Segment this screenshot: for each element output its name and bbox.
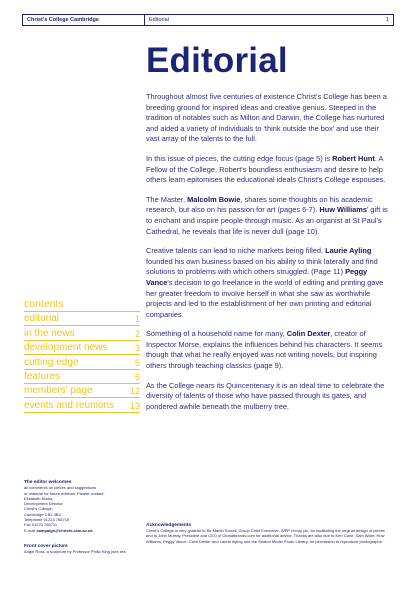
name-colin-dexter: Colin Dexter — [286, 329, 331, 339]
contact-address: Christ's College, — [24, 506, 53, 512]
cover-picture-credit — [24, 544, 142, 554]
section-name: Editorial — [149, 17, 169, 23]
toc-item-in-the-news[interactable] — [24, 326, 140, 340]
cover-heading: Front cover picture — [24, 544, 68, 549]
toc-item-members-page[interactable] — [24, 384, 140, 398]
toc-label: members' page — [24, 385, 93, 397]
page-title: Editorial — [146, 41, 288, 80]
toc-item-events-and-reunions[interactable] — [24, 398, 140, 412]
toc-label: editorial — [24, 313, 60, 325]
paragraph-6: As the College nears its Quincentenary it is an ideal time to celebrate the diversity of talents of those who have passed through its gates, and pondered awhile beneath the mulberry tree. — [146, 380, 385, 411]
welcome-line: or material for future editions. Please contact: — [24, 490, 105, 496]
paragraph-1: Throughout almost five centuries of existence Christ's College has been a breeding ground for inspired ideas and creative genius. Steeped in the tradition of notables such as Milton and Darwin, the College has nurtured and aided a variety of individuals to 'think outside the box' and use their vast array of the talents to the full. — [146, 92, 387, 144]
toc-page: 13 — [129, 400, 140, 411]
welcome-heading: The editor welcomes — [24, 480, 72, 485]
running-header — [22, 14, 394, 26]
toc-label: features — [24, 370, 61, 382]
toc-item-features[interactable] — [24, 370, 140, 384]
paragraph-3: The Master, Malcolm Bowie, shares some thoughts on his academic research, but also on his passion for art (pages 6-7). Huw Williams' gift is to enchant and inspire people through music. As an organist at St Paul's Cathedral, he reveals that life is never dull (page 10). — [146, 194, 388, 236]
toc-label: in the news — [24, 327, 75, 339]
toc-page: 2 — [134, 328, 140, 339]
toc-page: 12 — [129, 386, 140, 397]
toc-page: 3 — [134, 343, 140, 354]
ack-heading: Acknowledgements — [146, 523, 192, 528]
paragraph-2: In this issue of pieces, the cutting edge focus (page 5) is Robert Hunt. A Fellow of the College, Robert's boundless enthusiasm and desire to help others learn epitomises the educational ideals Christ's College espouses. — [146, 153, 386, 185]
paragraph-4: Creative talents can lead to niche markets being filled. Laurie Ayling founded his own business based on his ability to think laterally and find solutions to problems with which others struggled. (Page 11) Peggy Vance's decision to go freelance in the world of editing and printing gave her greater freedom to involve herself in what she saw as worthwhile projects and led to the establishment of her own printing and editorial companies. — [146, 246, 384, 319]
name-laurie-ayling: Laurie Ayling — [325, 246, 372, 256]
name-peggy-vance: Peggy Vance — [146, 267, 368, 287]
contact-address: Cambridge CB2 3BU — [24, 511, 62, 517]
editor-contact-block — [24, 480, 142, 533]
name-robert-hunt: Robert Hunt — [332, 153, 375, 163]
acknowledgements-block — [146, 523, 392, 544]
toc-label: cutting edge — [24, 356, 79, 368]
contents-heading: contents — [24, 298, 140, 312]
ack-text: Christ's College is very grateful to Sir Martin Sorrell, Group Chief Executive, WPP Group plc, for facilitating the original design of pieces and to John Murray, President and CEO of Globalbrands.com for additional advice. Thanks are also due to Ken Clare, Sam Ware, Huw Williams, Peggy Vance, Colin Dexter and Laurie Ayling and the Seaton Model Photo Library, for permission to reproduce photographs. — [146, 528, 385, 544]
toc-page: 1 — [134, 314, 140, 325]
toc-item-development-news[interactable] — [24, 341, 140, 355]
toc-item-editorial[interactable] — [24, 312, 140, 326]
contents-panel — [24, 298, 140, 413]
contact-fax: Fax 01223 766711 — [24, 522, 58, 528]
welcome-line: all comments on pieces and suggestions — [24, 485, 97, 491]
contact-phone: Telephone 01223 766710 — [24, 517, 70, 523]
cover-text: Angie Ross, a sculpture by Professor Philip King (see rea — [24, 549, 126, 555]
toc-page: 5 — [134, 357, 140, 368]
toc-item-cutting-edge[interactable] — [24, 355, 140, 369]
contact-email-line: E-mail campaign@christs.cam.ac.uk — [24, 527, 93, 533]
paragraph-5: Something of a household name for many, Colin Dexter, creator of Inspector Morse, explains the influences behind his characters. It seems though that what he really enjoyed was not writing novels, but inspiring others through teaching classics (page 9). — [146, 329, 383, 371]
publication-name: Christ's College Cambridge — [23, 15, 145, 25]
toc-page: 6 — [134, 371, 140, 382]
name-huw-williams: Huw Williams — [319, 205, 367, 215]
page-number: 1 — [385, 17, 389, 23]
contact-email-link[interactable]: campaign@christs.cam.ac.uk — [36, 527, 93, 533]
name-malcolm-bowie: Malcolm Bowie — [187, 194, 241, 204]
toc-label: events and reunions — [24, 399, 115, 411]
contact-role: Development Director, — [24, 501, 64, 507]
editorial-body — [146, 92, 392, 421]
contact-name: Elizabeth Norris, — [24, 495, 54, 501]
toc-label: development news — [24, 342, 108, 354]
